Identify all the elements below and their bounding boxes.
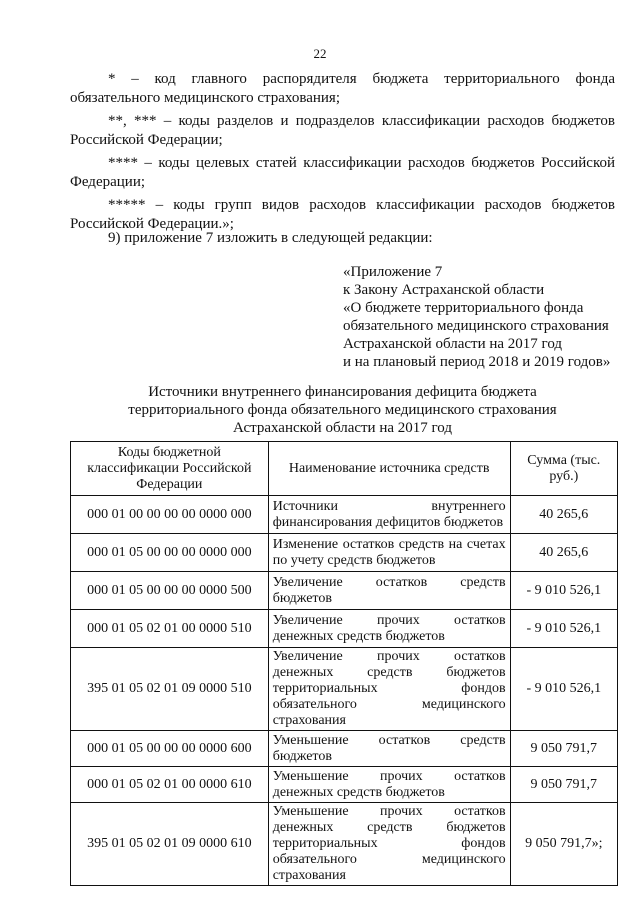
row-sum: 9 050 791,7»; xyxy=(510,803,617,886)
footnote-1: * – код главного распорядителя бюджета территориального фонда обязательного медицинского страхования; xyxy=(70,71,615,106)
row-sum: - 9 010 526,1 xyxy=(510,648,617,731)
appendix-line: к Закону Астраханской области xyxy=(343,282,545,298)
row-code: 000 01 05 02 01 00 0000 510 xyxy=(71,610,269,648)
page-number: 22 xyxy=(313,46,327,61)
row-name: Увеличение прочих остатков денежных средств бюджетов территориальных фондов обязательного медицинского страхования xyxy=(268,648,510,731)
footnote-3: **** – коды целевых статей классификации расходов бюджетов Российской Федерации; xyxy=(70,155,615,190)
footnote-2: **, *** – коды разделов и подразделов классификации расходов бюджетов Российской Федерации; xyxy=(70,113,615,148)
header-source-name: Наименование источника средств xyxy=(268,442,510,496)
table-title xyxy=(70,383,615,437)
header-codes: Коды бюджетной классификации Российской Федерации xyxy=(71,442,269,496)
table-title-line: Астраханской области на 2017 год xyxy=(232,420,453,436)
appendix-header xyxy=(343,263,623,371)
row-name: Уменьшение прочих остатков денежных средств бюджетов территориальных фондов обязательного медицинского страхования xyxy=(268,803,510,886)
header-sum: Сумма (тыс. руб.) xyxy=(510,442,617,496)
row-sum: 40 265,6 xyxy=(510,496,617,534)
appendix-line: и на плановый период 2018 и 2019 годов» xyxy=(343,354,611,370)
row-sum: - 9 010 526,1 xyxy=(510,572,617,610)
amendment-instruction: 9) приложение 7 изложить в следующей редакции: xyxy=(108,230,433,246)
table-header-row xyxy=(71,442,618,496)
table-row xyxy=(71,731,618,767)
row-name: Изменение остатков средств на счетах по учету средств бюджетов xyxy=(268,534,510,572)
table-row xyxy=(71,767,618,803)
row-name: Уменьшение остатков средств бюджетов xyxy=(268,731,510,767)
row-code: 000 01 05 00 00 00 0000 500 xyxy=(71,572,269,610)
row-name: Источники внутреннего финансирования дефицитов бюджетов xyxy=(268,496,510,534)
table-row xyxy=(71,648,618,731)
row-code: 395 01 05 02 01 09 0000 610 xyxy=(71,803,269,886)
row-name: Увеличение прочих остатков денежных средств бюджетов xyxy=(268,610,510,648)
table-row xyxy=(71,534,618,572)
row-sum: - 9 010 526,1 xyxy=(510,610,617,648)
footnotes xyxy=(70,70,615,238)
appendix-line: «О бюджете территориального фонда xyxy=(343,300,584,316)
row-code: 000 01 05 00 00 00 0000 000 xyxy=(71,534,269,572)
appendix-line: «Приложение 7 xyxy=(343,264,443,280)
table-title-line: территориального фонда обязательного медицинского страхования xyxy=(128,402,557,418)
table-row xyxy=(71,610,618,648)
row-name: Увеличение остатков средств бюджетов xyxy=(268,572,510,610)
table-row xyxy=(71,803,618,886)
row-sum: 9 050 791,7 xyxy=(510,731,617,767)
row-name: Уменьшение прочих остатков денежных средств бюджетов xyxy=(268,767,510,803)
appendix-line: обязательного медицинского страхования xyxy=(343,318,609,334)
row-code: 000 01 00 00 00 00 0000 000 xyxy=(71,496,269,534)
appendix-line: Астраханской области на 2017 год xyxy=(343,336,563,352)
row-code: 000 01 05 02 01 00 0000 610 xyxy=(71,767,269,803)
row-sum: 9 050 791,7 xyxy=(510,767,617,803)
financing-sources-table xyxy=(70,441,618,886)
table-title-line: Источники внутреннего финансирования дефицита бюджета xyxy=(148,384,537,400)
footnote-4: ***** – коды групп видов расходов классификации расходов бюджетов Российской Федерации.»; xyxy=(70,197,615,232)
row-code: 395 01 05 02 01 09 0000 510 xyxy=(71,648,269,731)
row-sum: 40 265,6 xyxy=(510,534,617,572)
table-row xyxy=(71,572,618,610)
row-code: 000 01 05 00 00 00 0000 600 xyxy=(71,731,269,767)
table-row xyxy=(71,496,618,534)
